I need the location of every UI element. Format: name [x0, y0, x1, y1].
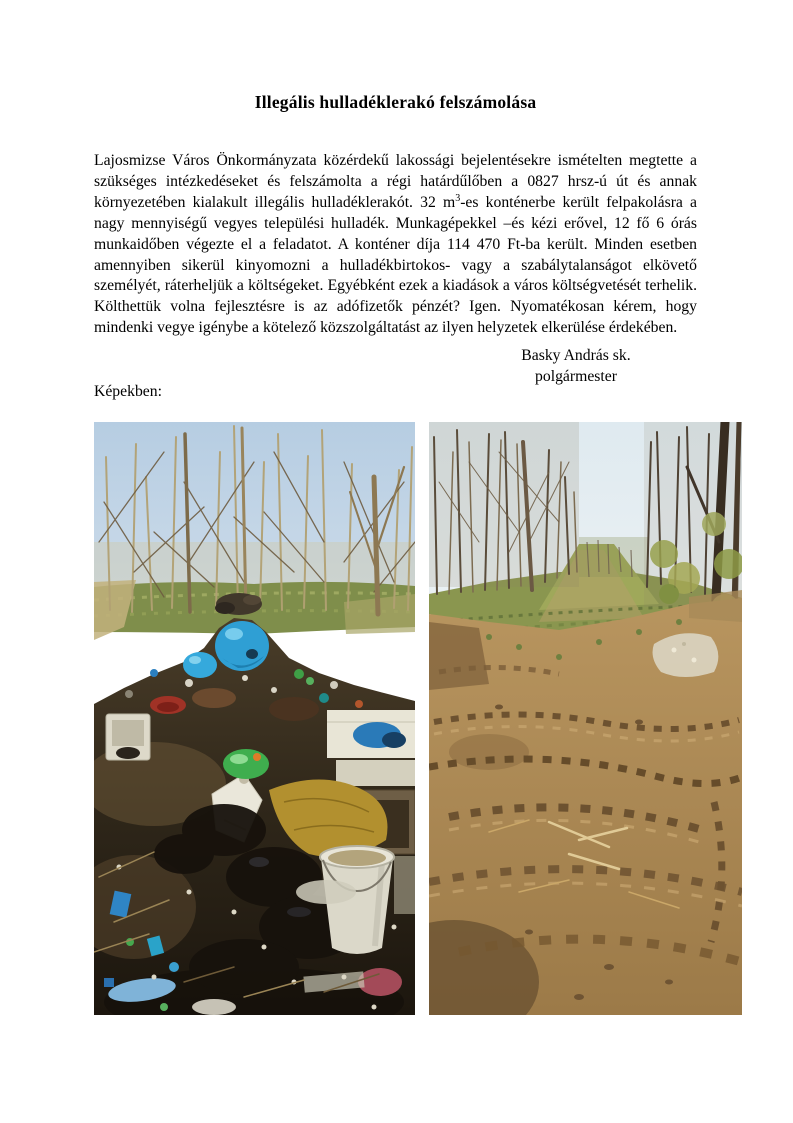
green-bag [223, 749, 269, 779]
superscript-cubic: 3 [455, 192, 461, 204]
tree-wall-left [429, 422, 579, 594]
white-tub [106, 714, 150, 760]
photo-illegal-dump-svg [94, 422, 415, 1015]
paragraph-text-2: -es konténerbe került felpakolásra a nagy mennyiségű vegyes települési hulladék. Munkagépekkel –és kézi erővel, 12 fő 6 órás munkaidőben végezte el a feladatot. A konténer díja 114 470 Ft-ba került. Minden esetben amennyiben sikerül kinyomozni a hulladékbirtokos- vagy a szabálytalanságot elkövető személyét, ráterheljük a költségeket. Egyébként ezek a kiadások a város költségvetését terhelik. Költhettük volna fejlesztésre is az adófizetők pénzét? Igen. Nyomatékosan kérem, hogy mindenki vegye igénybe a kötelező közszolgáltatást az ilyen helyzetek elkerülése érdekében. [94, 193, 697, 337]
photo-cleared-track-svg [429, 422, 742, 1015]
body-paragraph [94, 151, 697, 339]
page-title: Illegális hulladéklerakó felszámolása [254, 92, 537, 112]
signature-role: polgármester [535, 367, 617, 385]
photo-illegal-dump [94, 422, 415, 1015]
ash-patch [653, 633, 719, 677]
signature-block [436, 346, 716, 387]
signature-name: Basky András sk. [521, 347, 631, 364]
images-label: Képekben: [94, 383, 162, 400]
paragraph-text-1: Lajosmizse Város Önkormányzata közérdekű lakossági bejelentésekre ismételten megtette a szükséges intézkedéseket és felszámolta a régi határdűlőben a 0827 hrsz-ú út és annak környezetében kialakult illegális hulladéklerakót. 32 m [94, 152, 697, 211]
photo-cleared-track [429, 422, 742, 1015]
